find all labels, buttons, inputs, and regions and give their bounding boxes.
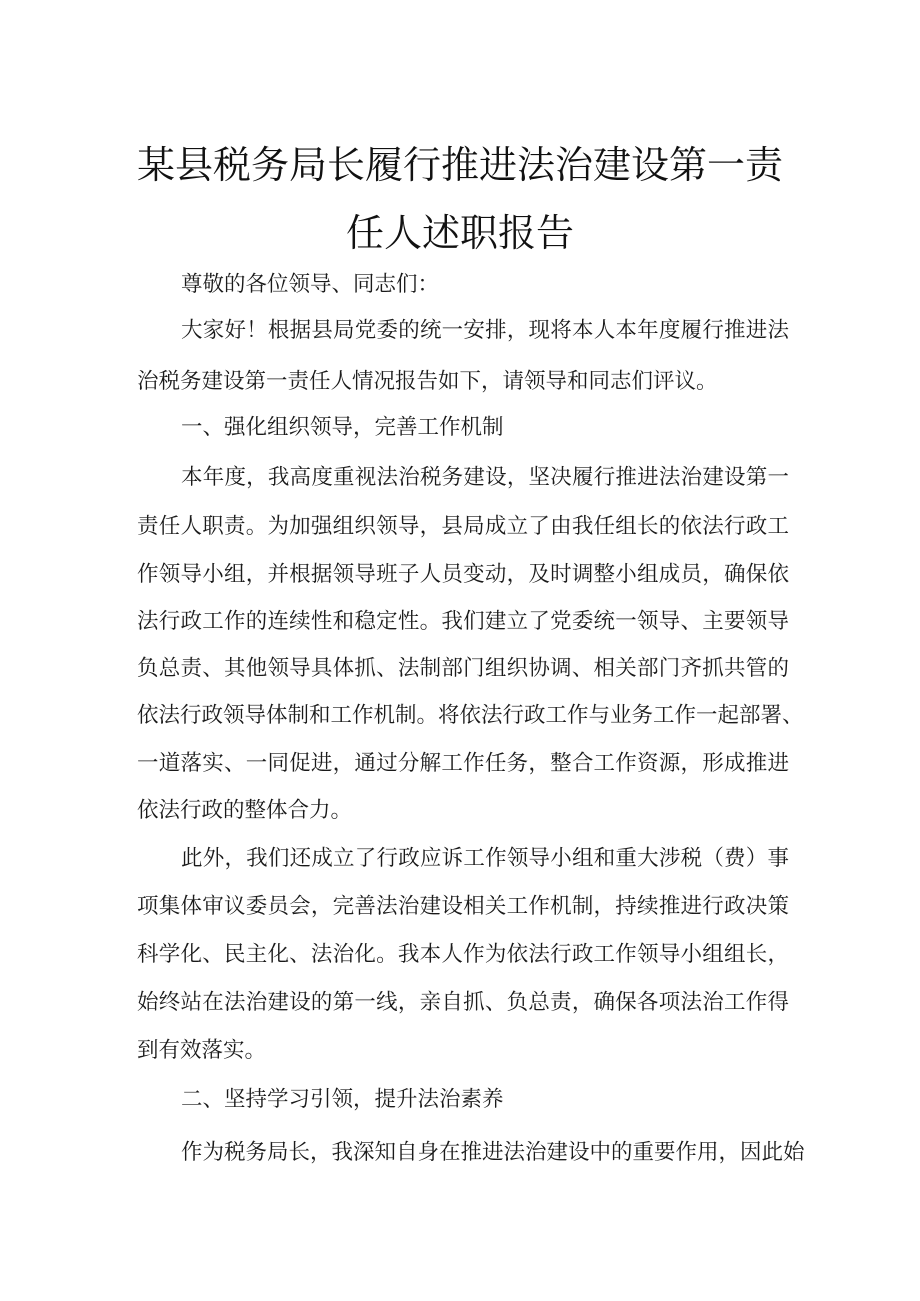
intro-line: 大家好！根据县局党委的统一安排，现将本人本年度履行推进法: [181, 318, 789, 343]
paragraph-line: 责任人职责。为加强组织领导，县局成立了由我任组长的依法行政工: [137, 514, 789, 539]
paragraph-line: 到有效落实。: [137, 1038, 267, 1063]
paragraph-line: 作领导小组，并根据领导班子人员变动，及时调整小组成员，确保依: [137, 562, 789, 587]
paragraph-line: 此外，我们还成立了行政应诉工作领导小组和重大涉税（费）事: [181, 846, 789, 871]
paragraph-line: 依法行政领导体制和工作机制。将依法行政工作与业务工作一起部署、: [137, 703, 804, 728]
section-heading: 一、强化组织领导，完善工作机制: [181, 415, 504, 440]
document-title-line-1: 某县税务局长履行推进法治建设第一责: [136, 143, 783, 187]
paragraph-line: 始终站在法治建设的第一线，亲自抓、负总责，确保各项法治工作得: [137, 990, 789, 1015]
paragraph-line: 法行政工作的连续性和稳定性。我们建立了党委统一领导、主要领导: [137, 609, 789, 634]
paragraph-line: 本年度，我高度重视法治税务建设，坚决履行推进法治建设第一: [181, 465, 789, 490]
paragraph-line: 作为税务局长，我深知自身在推进法治建设中的重要作用，因此始: [181, 1140, 805, 1165]
paragraph-line: 科学化、民主化、法治化。我本人作为依法行政工作领导小组组长，: [137, 942, 789, 967]
intro-line: 治税务建设第一责任人情况报告如下，请领导和同志们评议。: [137, 369, 718, 394]
paragraph-line: 一道落实、一同促进，通过分解工作任务，整合工作资源，形成推进: [137, 751, 789, 776]
section-heading: 二、坚持学习引领，提升法治素养: [181, 1087, 504, 1112]
paragraph-line: 负总责、其他领导具体抓、法制部门组织协调、相关部门齐抓共管的: [137, 656, 789, 681]
salutation: 尊敬的各位领导、同志们：: [181, 272, 440, 297]
paragraph-line: 依法行政的整体合力。: [137, 798, 353, 823]
paragraph-line: 项集体审议委员会，完善法治建设相关工作机制，持续推进行政决策: [137, 894, 789, 919]
document-title-line-2: 任人述职报告: [345, 211, 574, 255]
